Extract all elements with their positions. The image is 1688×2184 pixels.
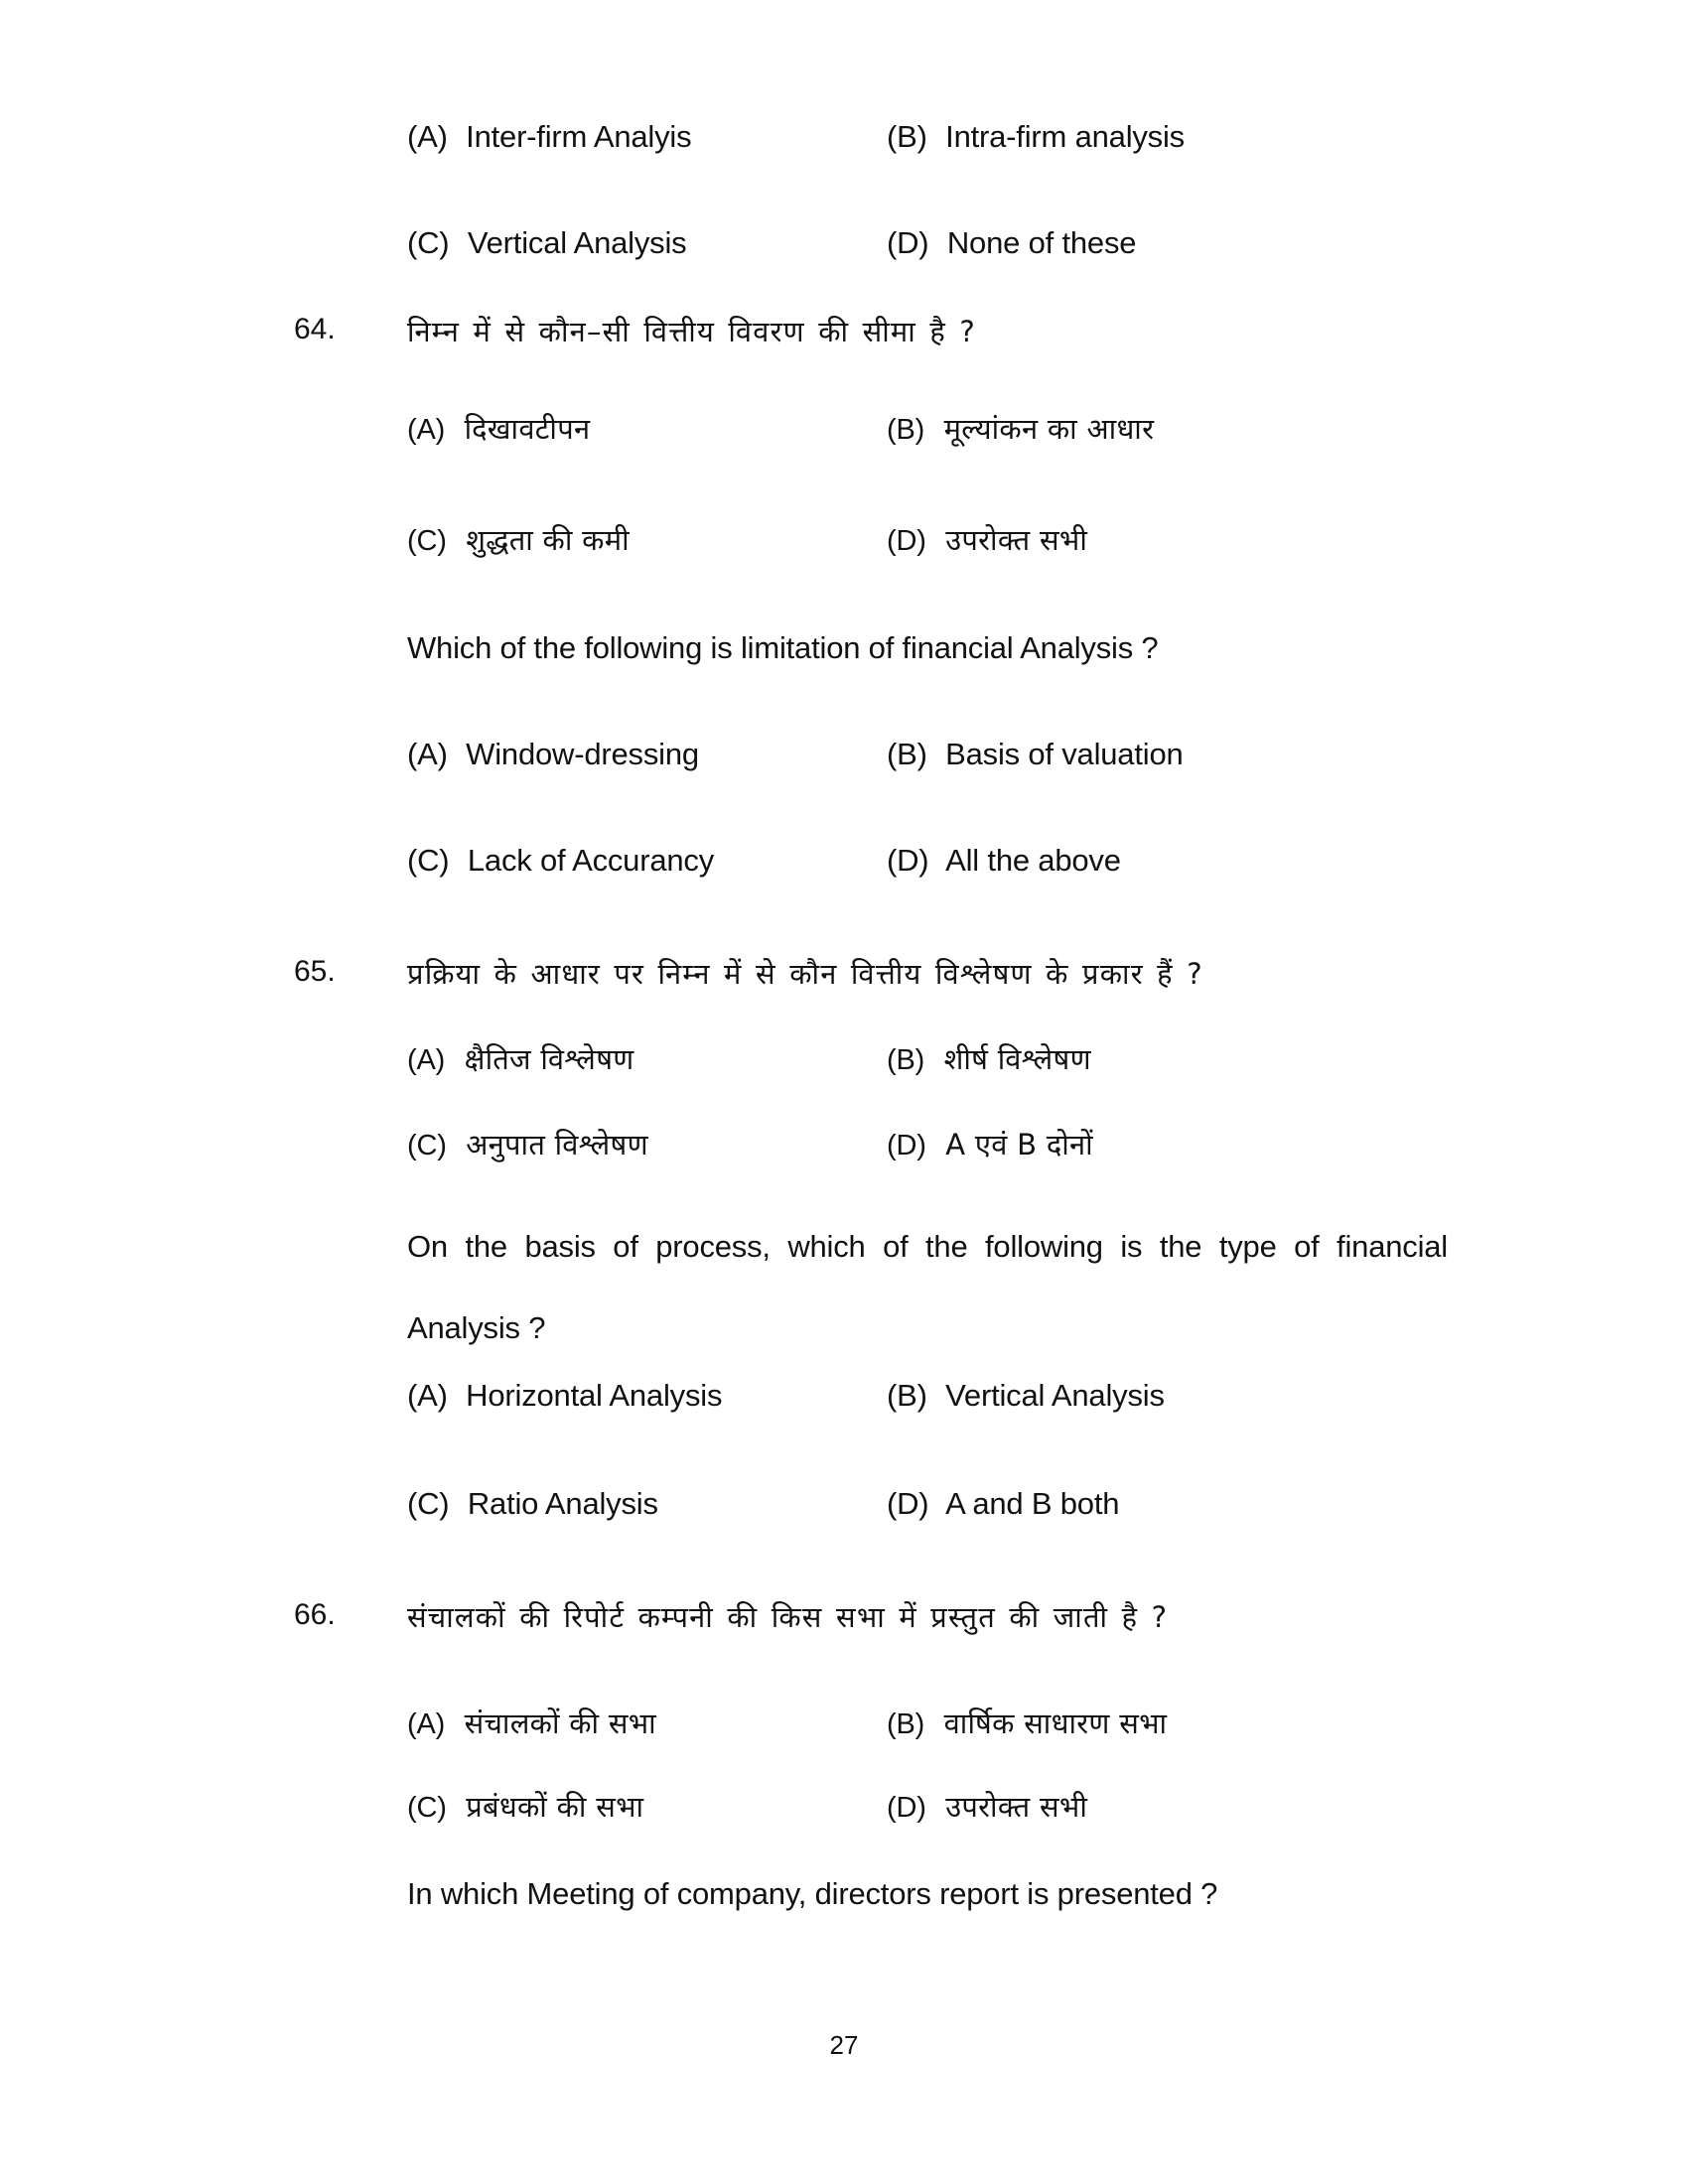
option-label: शुद्धता की कमी — [466, 523, 630, 557]
question-number-64: 64. — [294, 313, 336, 345]
option-label: संचालकों की सभा — [464, 1706, 656, 1740]
question-64-hindi-option-a — [407, 409, 590, 448]
question-65-english-text — [407, 1206, 1448, 1369]
option-key: (D) — [887, 525, 926, 557]
question-number-65: 65. — [294, 955, 336, 988]
option-key: (C) — [407, 1792, 447, 1824]
carryover-option-d — [887, 225, 1136, 261]
option-label: मूल्यांकन का आधार — [943, 412, 1155, 446]
option-key: (A) — [407, 1378, 448, 1413]
question-65-english-option-b — [887, 1378, 1165, 1414]
question-64-english-option-d — [887, 843, 1121, 879]
option-key: (C) — [407, 225, 450, 260]
option-label: दिखावटीपन — [464, 412, 591, 446]
option-label: A एवं B दोनों — [945, 1128, 1093, 1161]
question-number-66: 66. — [294, 1598, 336, 1631]
question-66-english-text: In which Meeting of company, directors report is presented ? — [407, 1876, 1218, 1911]
option-label: Vertical Analysis — [467, 225, 687, 260]
option-label: प्रबंधकों की सभा — [466, 1790, 644, 1824]
question-65-hindi-option-b — [887, 1039, 1091, 1078]
option-key: (B) — [887, 414, 925, 446]
carryover-option-a — [407, 119, 691, 155]
option-label: Window-dressing — [466, 737, 699, 771]
carryover-option-b — [887, 119, 1185, 155]
option-key: (A) — [407, 119, 448, 154]
option-key: (A) — [407, 414, 446, 446]
option-label: Intra-firm analysis — [945, 119, 1185, 154]
option-label: क्षैतिज विश्लेषण — [464, 1042, 634, 1076]
question-66-hindi-text: संचालकों की रिपोर्ट कम्पनी की किस सभा में प्रस्तुत की जाती है ? — [407, 1600, 1169, 1634]
question-64-hindi-option-b — [887, 409, 1154, 448]
option-key: (D) — [887, 843, 929, 878]
option-label: Horizontal Analysis — [466, 1378, 723, 1413]
option-key: (A) — [407, 1044, 446, 1076]
option-key: (D) — [887, 1130, 926, 1161]
option-key: (C) — [407, 525, 447, 557]
question-64-hindi-option-d — [887, 520, 1087, 559]
option-label: Ratio Analysis — [467, 1486, 658, 1521]
option-label: उपरोक्त सभी — [945, 523, 1088, 557]
question-64-english-option-c — [407, 843, 714, 879]
option-key: (B) — [887, 119, 927, 154]
option-key: (B) — [887, 737, 927, 771]
option-label: वार्षिक साधारण सभा — [943, 1706, 1168, 1740]
option-label: शीर्ष विश्लेषण — [943, 1042, 1091, 1076]
question-64-english-option-b — [887, 737, 1184, 772]
option-key: (D) — [887, 1792, 926, 1824]
question-65-english-option-d — [887, 1486, 1119, 1522]
option-label: Basis of valuation — [945, 737, 1184, 771]
option-label: Inter-firm Analyis — [466, 119, 692, 154]
option-label: Lack of Accurancy — [467, 843, 715, 878]
question-64-hindi-text: निम्न में से कौन–सी वित्तीय विवरण की सीमा है ? — [407, 315, 977, 348]
option-key: (B) — [887, 1044, 925, 1076]
question-64-hindi-option-c — [407, 520, 630, 559]
option-key: (C) — [407, 843, 450, 878]
option-label: Vertical Analysis — [945, 1378, 1165, 1413]
option-label: A and B both — [945, 1486, 1120, 1521]
option-key: (B) — [887, 1378, 927, 1413]
question-65-english-text-content: On the basis of process, which of the following is the type of financial Analysis ? — [407, 1229, 1448, 1345]
question-65-english-option-a — [407, 1378, 722, 1414]
question-65-hindi-option-c — [407, 1125, 648, 1163]
option-key: (A) — [407, 737, 448, 771]
option-label: उपरोक्त सभी — [945, 1790, 1088, 1824]
page-number: 27 — [829, 2030, 859, 2060]
question-65-hindi-option-d — [887, 1125, 1093, 1163]
option-label: All the above — [945, 843, 1121, 878]
option-key: (D) — [887, 225, 929, 260]
option-label: None of these — [946, 225, 1137, 260]
question-66-hindi-option-c — [407, 1787, 643, 1826]
option-key: (C) — [407, 1130, 447, 1161]
option-key: (C) — [407, 1486, 450, 1521]
question-65-hindi-text: प्रक्रिया के आधार पर निम्न में से कौन वित्तीय विश्लेषण के प्रकार हैं ? — [407, 957, 1203, 991]
question-64-english-text: Which of the following is limitation of financial Analysis ? — [407, 630, 1159, 665]
question-64-english-option-a — [407, 737, 699, 772]
question-66-hindi-option-b — [887, 1704, 1167, 1742]
option-key: (D) — [887, 1486, 929, 1521]
question-65-english-option-c — [407, 1486, 658, 1522]
option-key: (B) — [887, 1708, 925, 1740]
question-66-hindi-option-d — [887, 1787, 1087, 1826]
option-key: (A) — [407, 1708, 446, 1740]
question-66-hindi-option-a — [407, 1704, 656, 1742]
carryover-option-c — [407, 225, 686, 261]
option-label: अनुपात विश्लेषण — [466, 1128, 648, 1161]
question-65-hindi-option-a — [407, 1039, 634, 1078]
